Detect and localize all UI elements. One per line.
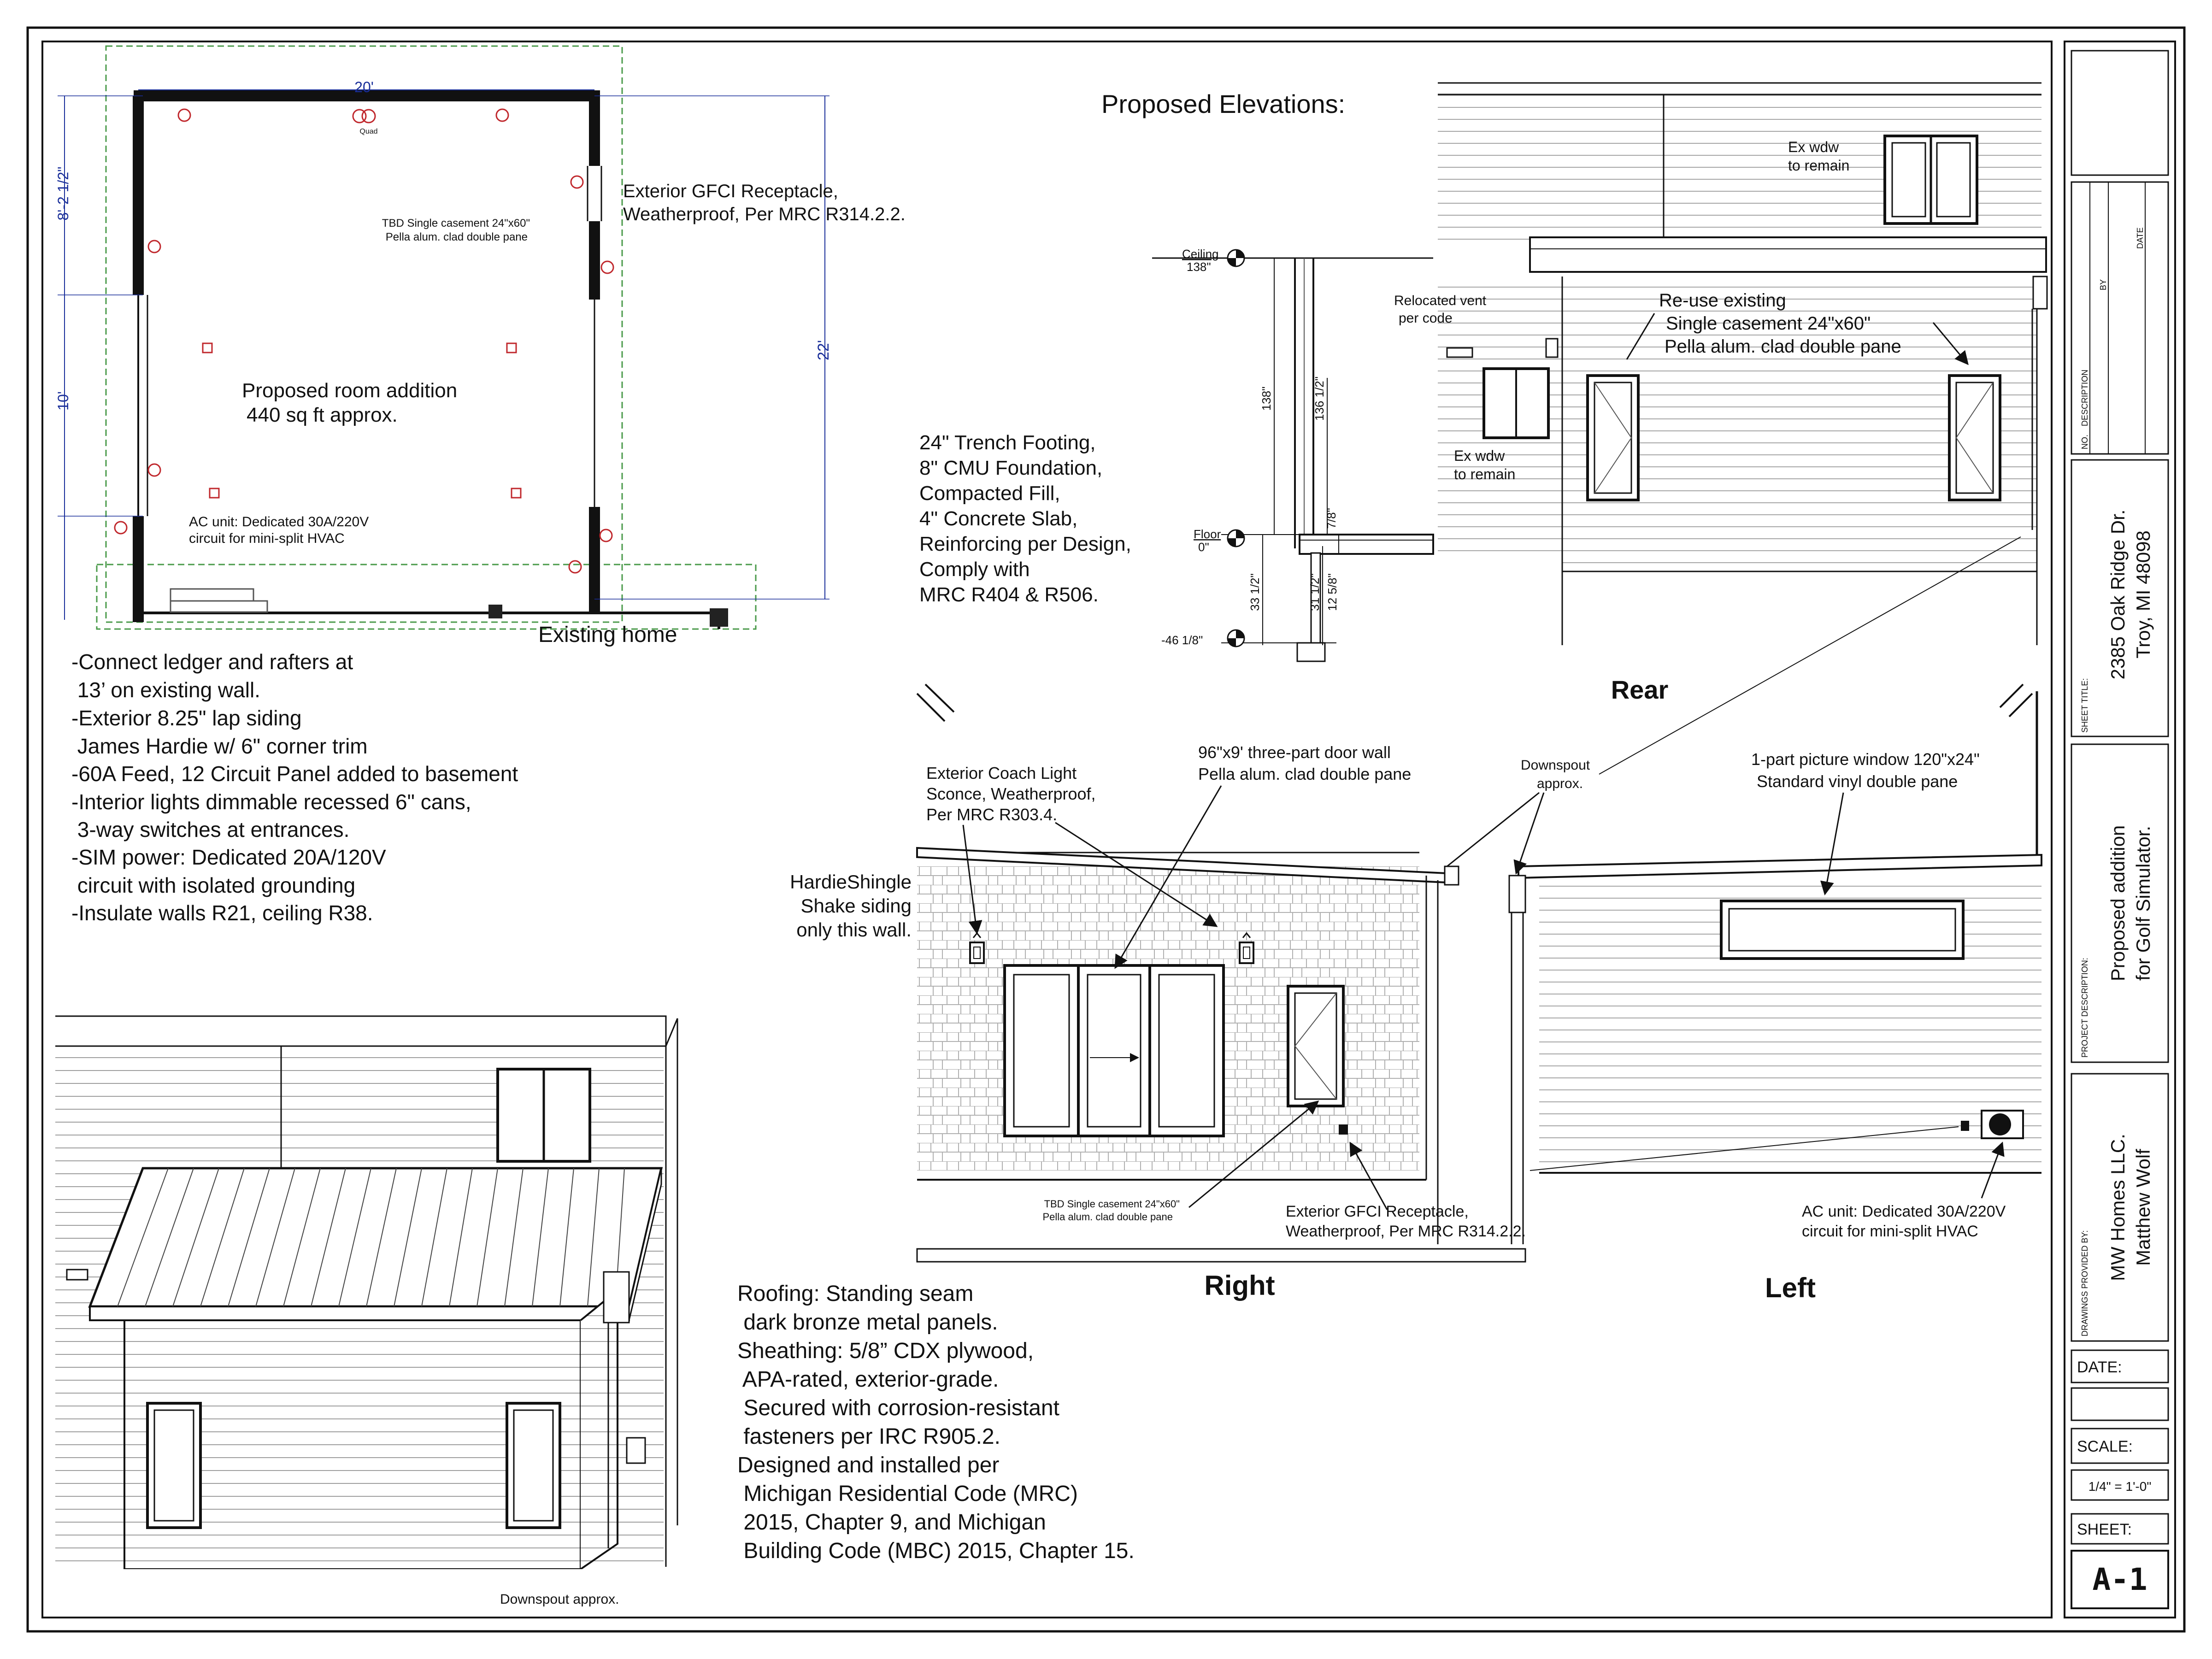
bottom-value: -46 1/8" [1161,633,1203,647]
plan-gfci-note-2: Weatherproof, Per MRC R314.2.2. [623,204,906,224]
note-line: -60A Feed, 12 Circuit Panel added to basement [71,762,518,786]
roof-note-line: Building Code (MBC) 2015, Chapter 15. [737,1539,1135,1563]
iso-window-left [147,1403,200,1528]
floor-plan [55,46,906,647]
general-notes [71,650,518,925]
rev-no-header: NO. [2080,434,2089,449]
sheet-title-label: SHEET TITLE: [2080,678,2089,733]
plan-ac-note-1: AC unit: Dedicated 30A/220V [189,514,369,529]
rear-ex-wdw-top-2: to remain [1788,157,1850,174]
drawn-by-line-1: MW Homes LLC. [2107,1134,2129,1281]
rev-description-header: DESCRIPTION [2080,369,2089,426]
roof-note-line: 2015, Chapter 9, and Michigan [737,1510,1046,1535]
date-value-box [2071,1388,2168,1420]
note-line: 3-way switches at entrances. [71,818,350,841]
shingle-note-3: only this wall. [796,919,912,941]
room-label-2: 440 sq ft approx. [247,404,398,426]
section-dim-33: 33 1/2" [1248,573,1262,611]
roof-note-line: Designed and installed per [737,1453,1000,1477]
plan-window-note-2: Pella alum. clad double pane [385,231,528,243]
roof-note-line: Secured with corrosion-resistant [737,1396,1059,1420]
sheet-title-line-1: 2385 Oak Ridge Dr. [2107,509,2129,680]
rear-window-top [1885,136,1977,224]
note-line: -Connect ledger and rafters at [71,650,353,674]
left-ac-note-1: AC unit: Dedicated 30A/220V [1802,1203,2006,1220]
plan-dimension-lower: 10' [55,391,71,411]
project-line-2: for Golf Simulator. [2132,825,2154,981]
plan-width-dimension: 20' [354,79,374,95]
ceiling-label: Ceiling [1182,247,1219,261]
section-dim-12: 12 5/8" [1325,573,1339,611]
elevation-marker-icon [1228,630,1244,647]
shingle-note-2: Shake siding [800,895,912,917]
rev-date-header: DATE [2136,227,2145,249]
note-line: -Insulate walls R21, ceiling R38. [71,901,373,925]
note-line: 13’ on existing wall. [71,678,260,702]
coach-light-note-2: Sconce, Weatherproof, [926,784,1096,803]
sheet-number: A-1 [2092,1562,2147,1597]
picture-window-note-1: 1-part picture window 120"x24" [1751,750,1980,769]
left-ac-note-2: circuit for mini-split HVAC [1802,1223,1978,1240]
right-elevation [790,684,1526,1301]
right-gfci-note-2: Weatherproof, Per MRC R314.2.2. [1286,1223,1526,1240]
right-window-note-1: TBD Single casement 24"x60" [1044,1198,1180,1210]
reuse-note-2: Single casement 24"x60" [1666,313,1871,334]
note-line: -Exterior 8.25" lap siding [71,706,302,730]
plan-window-note-1: TBD Single casement 24"x60" [382,217,530,229]
door-note-2: Pella alum. clad double pane [1198,765,1412,783]
receptacle-icon [1339,1124,1348,1135]
foundation-note [919,431,1131,606]
receptacle-icon [1961,1121,1969,1131]
vent-icon [1447,348,1472,357]
reuse-note-1: Re-use existing [1659,290,1786,311]
picture-window [1721,901,1963,959]
floor-label: Floor [1194,527,1221,541]
iso-upper-window [498,1069,590,1161]
foundation-line: Comply with [919,558,1030,581]
section-dim-31: 31 1/2" [1308,573,1322,611]
rear-window-left [1588,376,1638,500]
title-block [2065,41,2175,1618]
relocated-vent-2: per code [1399,311,1453,326]
existing-home-label: Existing home [538,623,677,647]
right-gfci-note-1: Exterior GFCI Receptacle, [1286,1203,1469,1220]
ac-unit-icon [1982,1111,2023,1138]
scale-value: 1/4" = 1'-0" [2088,1479,2152,1494]
roof-note-line: Roofing: Standing seam [737,1282,974,1306]
foundation-line: Reinforcing per Design, [919,533,1131,555]
rear-ex-wdw-left-1: Ex wdw [1454,447,1505,464]
foundation-line: 8" CMU Foundation, [919,457,1103,479]
elevations-title: Proposed Elevations: [1101,89,1346,118]
sheet-label: SHEET: [2077,1521,2132,1538]
note-line: -Interior lights dimmable recessed 6" cans, [71,790,471,814]
rear-elevation [1394,83,2047,704]
rear-ex-wdw-top-1: Ex wdw [1788,139,1839,155]
plan-gfci-note-1: Exterior GFCI Receptacle, [623,181,838,201]
right-label: Right [1204,1270,1275,1301]
ceiling-value: 138" [1187,260,1211,274]
coach-light-note-3: Per MRC R303.4. [926,805,1058,824]
receptacle-icon [115,109,613,573]
wall-section [1152,247,1433,661]
quad-label: Quad [359,128,378,135]
elevation-marker-icon [1228,250,1244,266]
roof-note-line: Michigan Residential Code (MRC) [737,1482,1078,1506]
roof-note [737,1282,1135,1563]
section-dim-7-8: 7/8" [1324,508,1338,529]
roof-note-line: Sheathing: 5/8” CDX plywood, [737,1339,1034,1363]
picture-window-note-2: Standard vinyl double pane [1757,772,1958,791]
scale-label: SCALE: [2077,1438,2133,1455]
plan-ac-note-2: circuit for mini-split HVAC [189,531,345,546]
left-elevation [1445,537,2041,1303]
downspout-note-2: approx. [1537,776,1583,791]
rear-label: Rear [1611,675,1669,704]
roof-note-line: fasteners per IRC R905.2. [737,1424,1000,1449]
date-label: DATE: [2077,1359,2122,1376]
note-line: circuit with isolated grounding [71,873,356,897]
drawn-by-label: DRAWINGS PROVIDED BY: [2080,1230,2089,1336]
plan-depth-dimension: 22' [815,340,832,361]
left-label: Left [1765,1272,1816,1303]
foundation-line: MRC R404 & R506. [919,583,1099,606]
right-window [1288,986,1343,1106]
door-note-1: 96"x9' three-part door wall [1198,743,1391,762]
foundation-line: Compacted Fill, [919,482,1060,505]
room-label-1: Proposed room addition [242,379,458,402]
shingle-note-1: HardieShingle [790,871,912,893]
sheet-title-line-2: Troy, MI 48098 [2132,530,2154,659]
roof-note-line: APA-rated, exterior-grade. [737,1367,999,1392]
isometric-view [55,1016,677,1615]
rev-by-header: BY [2099,279,2108,290]
plan-dimension-upper: 8'-2 1/2" [55,166,71,221]
project-label: PROJECT DESCRIPTION: [2080,958,2089,1058]
coach-light-note-1: Exterior Coach Light [926,764,1077,782]
elevation-marker-icon [1228,530,1244,547]
foundation-line: 4" Concrete Slab, [919,507,1078,530]
foundation-line: 24" Trench Footing, [919,431,1096,454]
existing-side-window [1484,369,1548,438]
iso-downspout-note: Downspout approx. [500,1592,619,1607]
right-window-note-2: Pella alum. clad double pane [1042,1211,1173,1223]
section-dim-136: 136 1/2" [1312,377,1326,421]
three-part-door-wall [1005,965,1224,1136]
rear-ex-wdw-left-2: to remain [1454,466,1516,482]
note-line: -SIM power: Dedicated 20A/120V [71,845,386,869]
roof-note-line: dark bronze metal panels. [737,1310,998,1335]
rear-window-right [1949,376,2000,500]
relocated-vent-1: Relocated vent [1394,293,1487,308]
project-line-1: Proposed addition [2107,825,2129,982]
downspout-note-1: Downspout [1521,758,1590,773]
note-line: James Hardie w/ 6" corner trim [71,734,368,758]
drawn-by-line-2: Matthew Wolf [2132,1149,2154,1266]
reuse-note-3: Pella alum. clad double pane [1665,336,1901,357]
iso-window-right [507,1403,560,1528]
section-dim-138: 138" [1259,386,1273,411]
floor-value: 0" [1198,540,1209,554]
